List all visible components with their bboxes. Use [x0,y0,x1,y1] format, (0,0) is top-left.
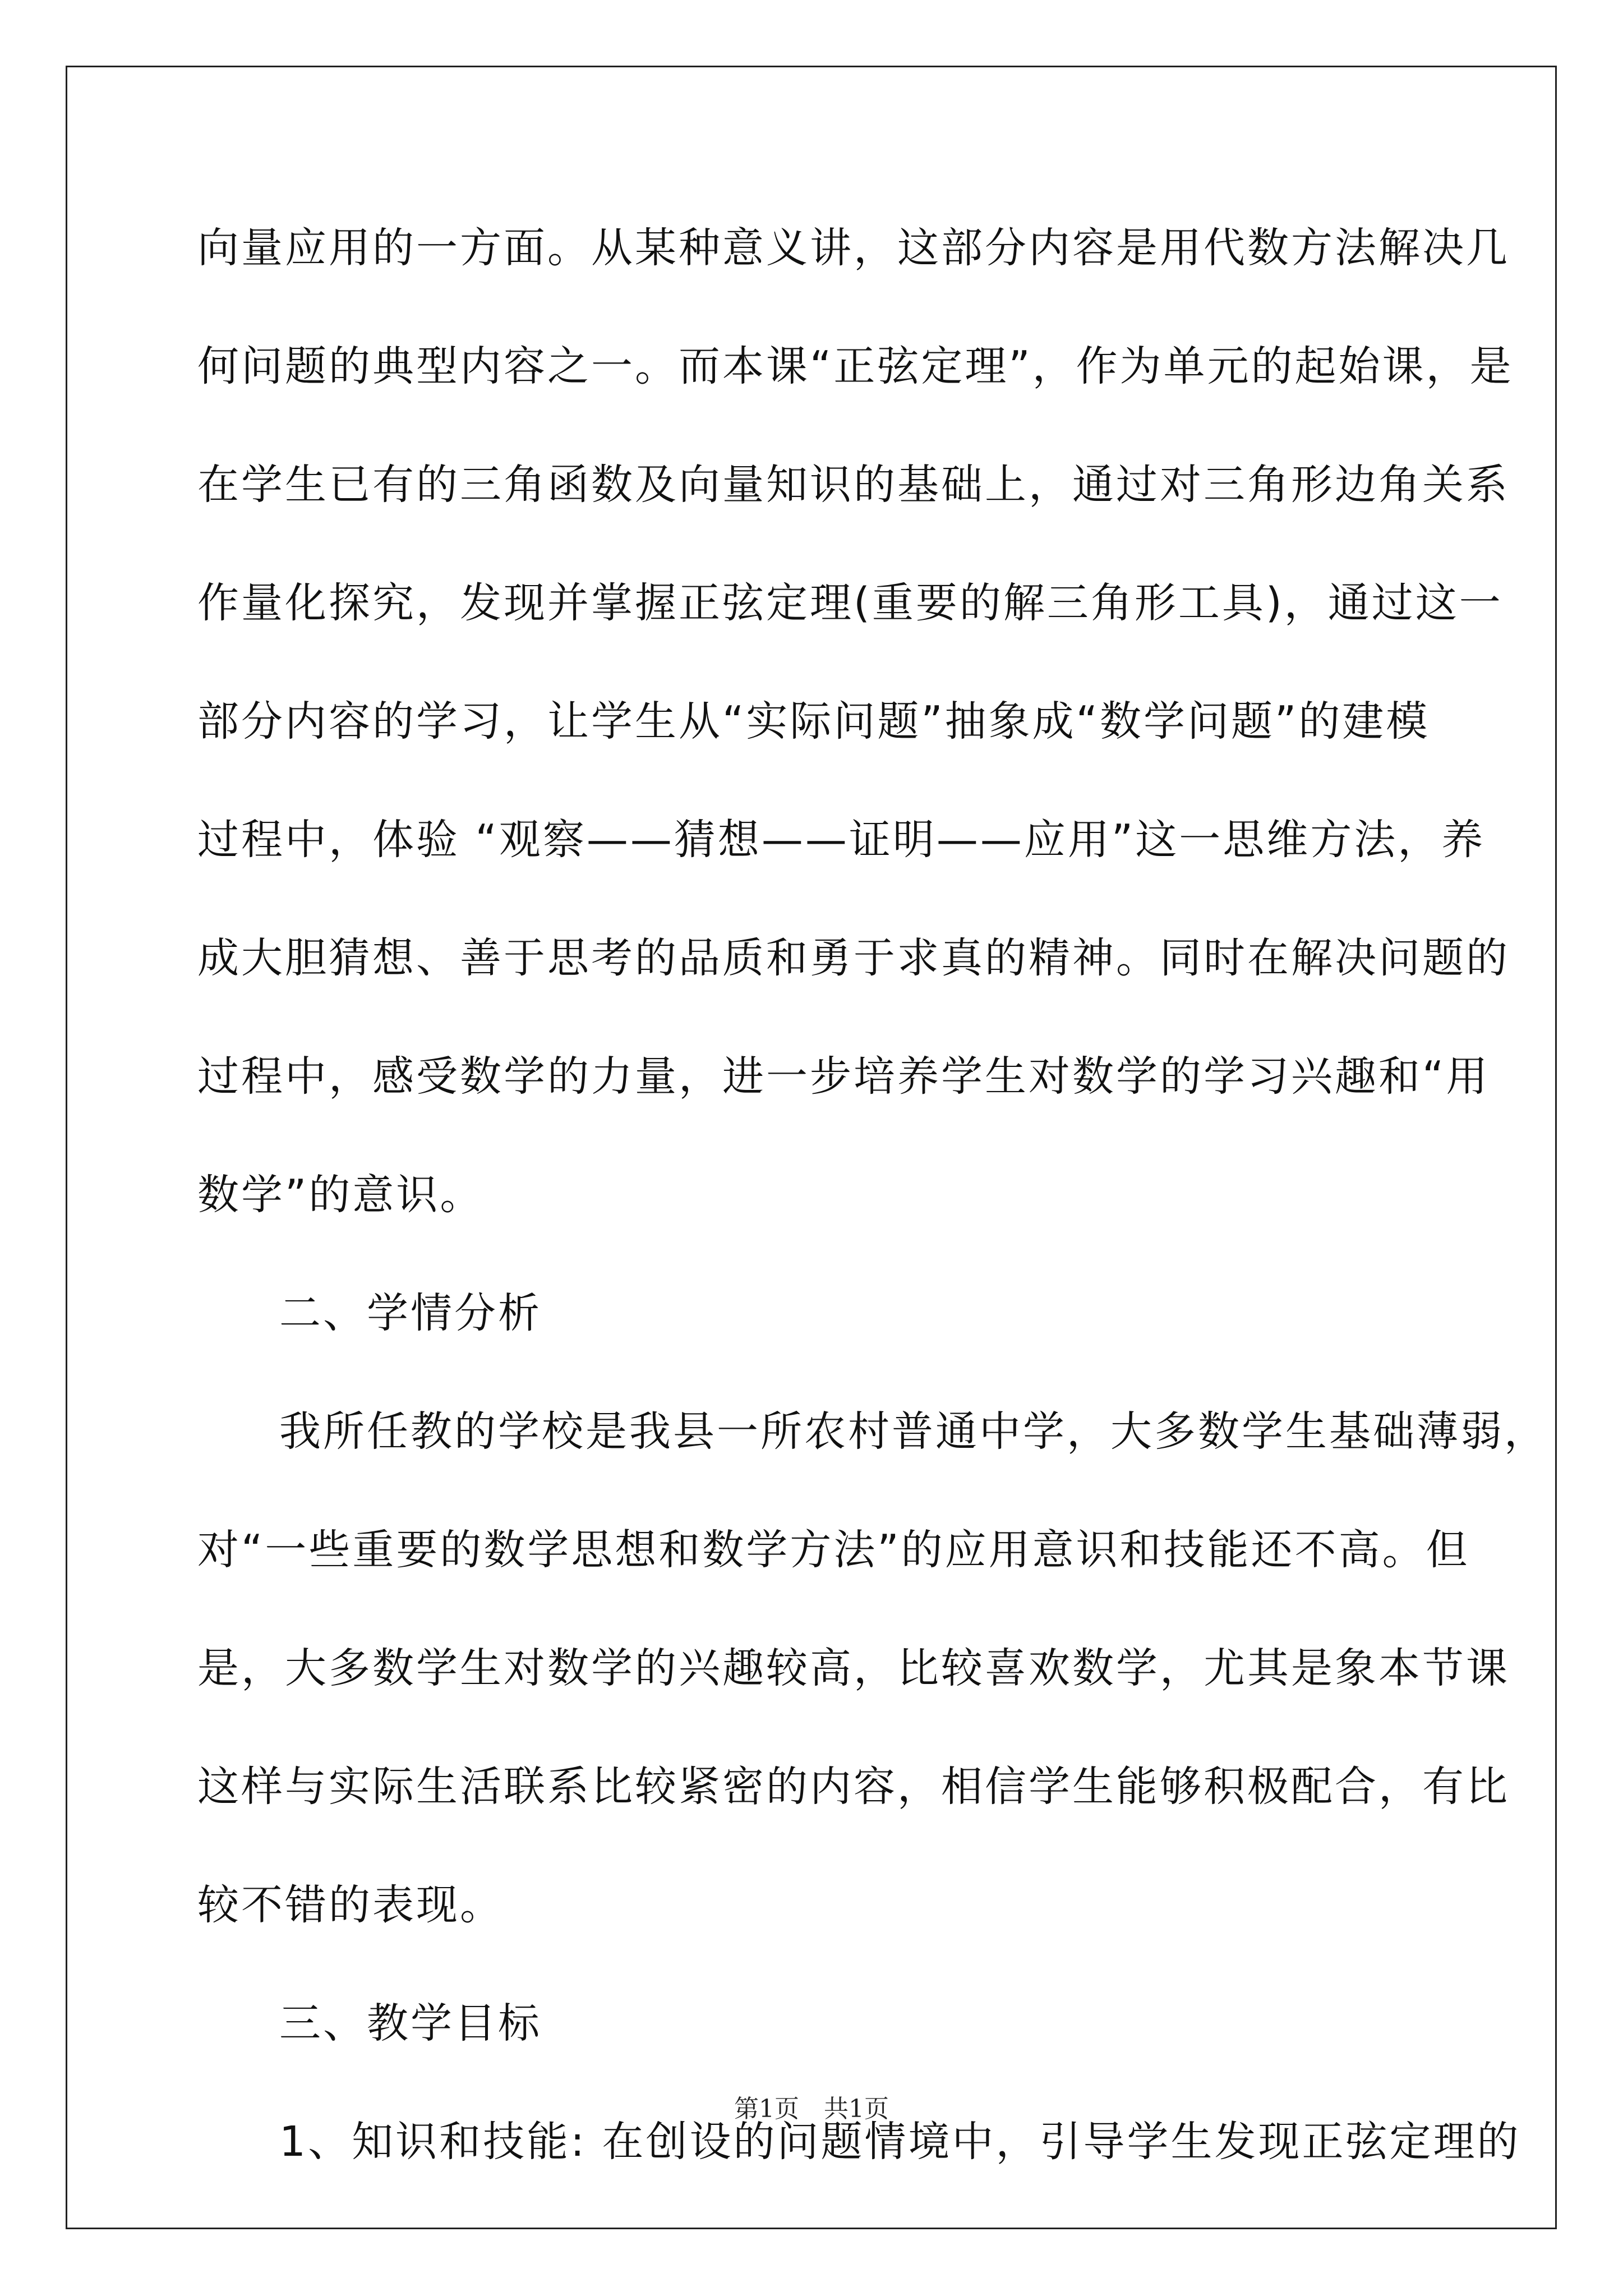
paragraph-line: 在学生已有的三角函数及向量知识的基础上，通过对三角形边角关系 [197,461,1510,509]
paragraph-line: 是，大多数学生对数学的兴趣较高，比较喜欢数学，尤其是象本节课 [197,1644,1510,1692]
paragraph-line: 成大胆猜想、善于思考的品质和勇于求真的精神。同时在解决问题的 [197,934,1510,982]
paragraph-line: 对“一些重要的数学思想和数学方法”的应用意识和技能还不高。但 [197,1526,1470,1574]
paragraph-line: 过程中，感受数学的力量，进一步培养学生对数学的学习兴趣和“用 [197,1052,1490,1101]
paragraph-line: 作量化探究，发现并掌握正弦定理(重要的解三角形工具)，通过这一 [197,579,1503,627]
paragraph-line: 过程中，体验 “观察——猜想——证明——应用”这一思维方法，养 [197,816,1486,864]
paragraph-line: 我所任教的学校是我县一所农村普通中学，大多数学生基础薄弱， [279,1407,1548,1456]
section-heading: 二、学情分析 [279,1289,542,1337]
section-heading: 三、教学目标 [279,1999,542,2047]
paragraph-line: 何问题的典型内容之一。而本课“正弦定理”，作为单元的起始课，是 [197,342,1514,390]
paragraph-line: 向量应用的一方面。从某种意义讲，这部分内容是用代数方法解决几 [197,224,1510,272]
paragraph-line: 较不错的表现。 [197,1881,504,1929]
paragraph-line: 部分内容的学习，让学生从“实际问题”抽象成“数学问题”的建模 [197,697,1430,746]
list-item: 1、知识和技能: 在创设的问题情境中，引导学生发现正弦定理的 [279,2118,1521,2166]
page-number: 第1页 共1页 [734,2095,889,2123]
paragraph-line: 数学”的意识。 [197,1171,484,1219]
paragraph-line: 这样与实际生活联系比较紧密的内容，相信学生能够积极配合，有比 [197,1763,1510,1811]
